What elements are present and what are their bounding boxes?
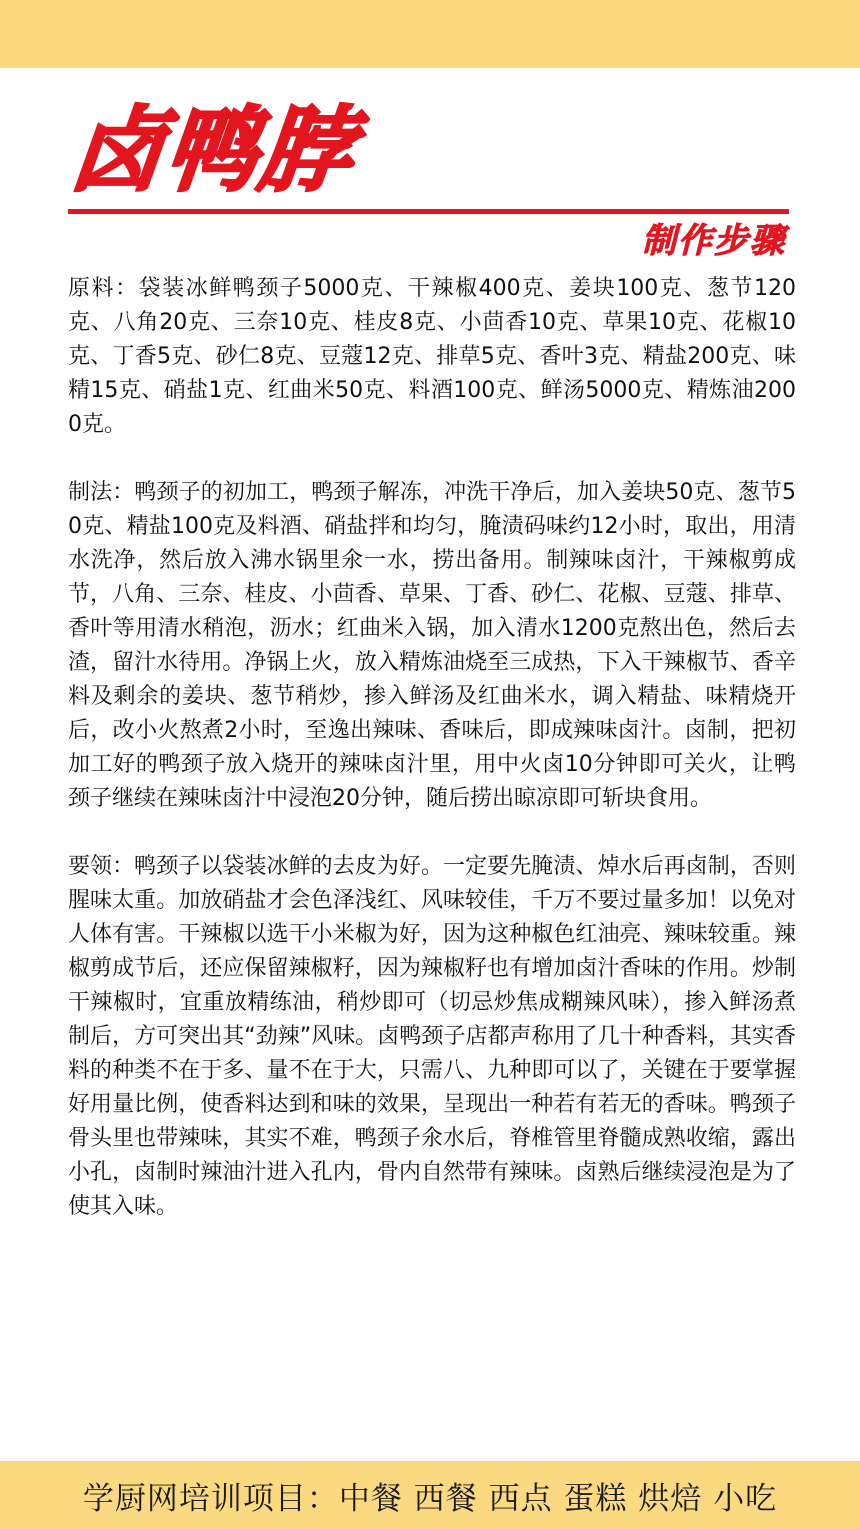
page-title: 卤鸭脖: [66, 97, 360, 204]
page-subtitle: 制作步骤: [642, 221, 786, 261]
footer-banner: [0, 1461, 860, 1529]
tips-paragraph: 要领：鸭颈子以袋装冰鲜的去皮为好。一定要先腌渍、焯水后再卤制，否则腥味太重。加放硝盐才会色泽浅红、风味较佳，千万不要过量多加！以免对人体有害。干辣椒以选干小米椒为好，因为这种椒色红油亮、辣味较重。辣椒剪成节后，还应保留辣椒籽，因为辣椒籽也有增加卤汁香味的作用。炒制干辣椒时，宜重放精练油，稍炒即可（切忌炒焦成糊辣风味），掺入鲜汤煮制后，方可突出其“劲辣”风味。卤鸭颈子店都声称用了几十种香料，其实香料的种类不在于多、量不在于大，只需八、九种即可以了，关键在于要掌握好用量比例，使香料达到和味的效果，呈现出一种若有若无的香味。鸭颈子骨头里也带辣味，其实不难，鸭颈子氽水后，脊椎管里脊髓成熟收缩，露出小孔，卤制时辣油汁进入孔内，骨内自然带有辣味。卤熟后继续浸泡是为了使其入味。: [68, 854, 796, 1219]
method-paragraph: 制法：鸭颈子的初加工，鸭颈子解冻，冲洗干净后，加入姜块50克、葱节50克、精盐100克及料酒、硝盐拌和均匀，腌渍码味约12小时，取出，用清水洗净，然后放入沸水锅里氽一水，捞出备用。制辣味卤汁，干辣椒剪成节，八角、三奈、桂皮、小茴香、草果、丁香、砂仁、花椒、豆蔻、排草、香叶等用清水稍泡，沥水；红曲米入锅，加入清水1200克熬出色，然后去渣，留汁水待用。净锅上火，放入精炼油烧至三成热，下入干辣椒节、香辛料及剩余的姜块、葱节稍炒，掺入鲜汤及红曲米水，调入精盐、味精烧开后，改小火熬煮2小时，至逸出辣味、香味后，即成辣味卤汁。卤制，把初加工好的鸭颈子放入烧开的辣味卤汁里，用中火卤10分钟即可关火，让鸭颈子继续在辣味卤汁中浸泡20分钟，随后捞出晾凉即可斩块食用。: [68, 480, 796, 811]
ingredients-paragraph: 原料：袋装冰鲜鸭颈子5000克、干辣椒400克、姜块100克、葱节120克、八角20克、三奈10克、桂皮8克、小茴香10克、草果10克、花椒10克、丁香5克、砂仁8克、豆蔻12克、排草5克、香叶3克、精盐200克、味精15克、硝盐1克、红曲米50克、料酒100克、鲜汤5000克、精炼油2000克。: [68, 276, 796, 437]
footer-text: 学厨网培训项目：中餐 西餐 西点 蛋糕 烘焙 小吃: [82, 1480, 778, 1517]
recipe-content: [68, 272, 796, 1258]
title-divider: [68, 209, 789, 214]
top-banner: [0, 0, 860, 68]
